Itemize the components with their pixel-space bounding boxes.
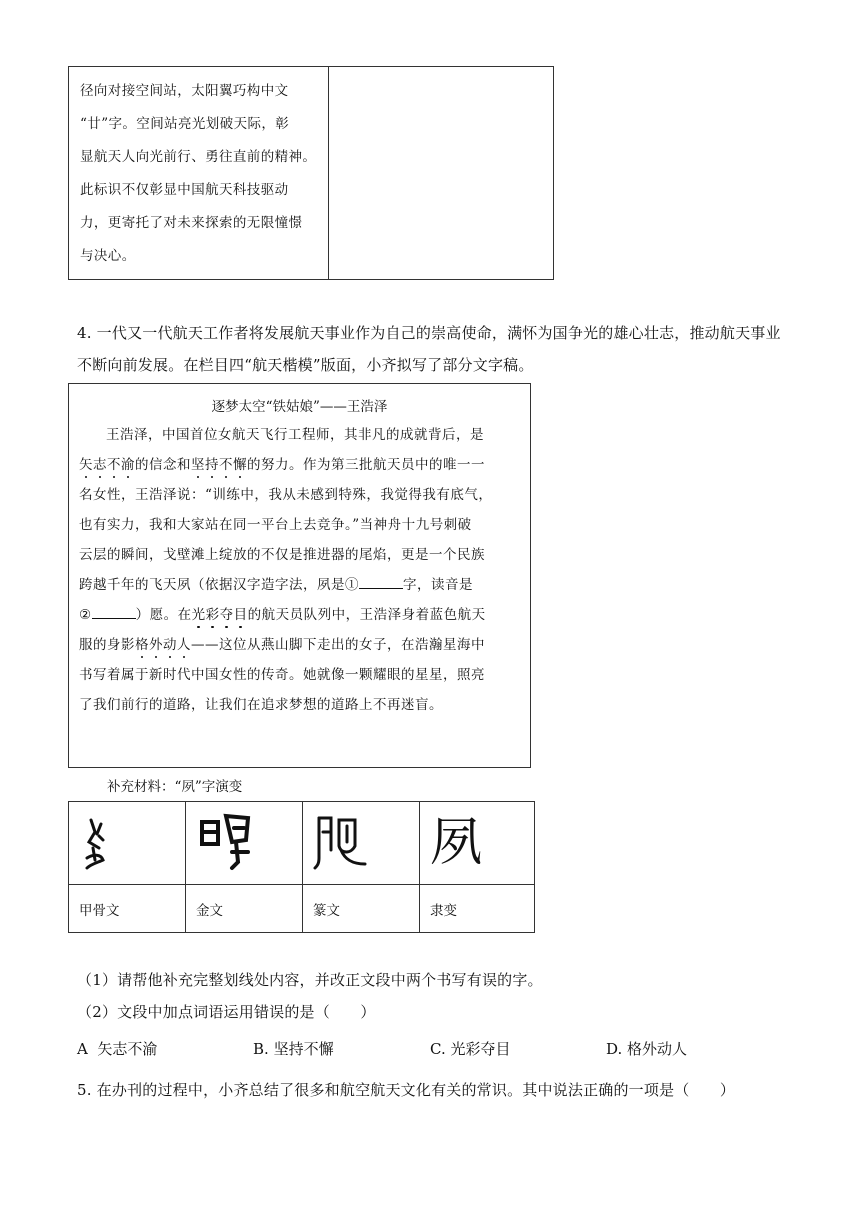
label-bronze: 金文 <box>186 885 303 933</box>
passage-text: 字，读音是 <box>403 577 473 593</box>
bronze-glyph-cell <box>186 802 303 885</box>
question-5: 5. 在办刊的过程中，小齐总结了很多和航空航天文化有关的常识。其中说法正确的一项是（ ） <box>77 1081 736 1099</box>
passage-title: 逐梦太空“铁姑娘”——王浩泽 <box>211 399 388 415</box>
table-line: 此标识不仅彰显中国航天科技驱动 <box>80 182 289 198</box>
option-letter: A <box>77 1040 88 1058</box>
passage-text: 的信念和 <box>135 457 191 473</box>
passage-text: ② <box>79 607 92 623</box>
passage-text: 跨越千年的飞天夙（依据汉字造字法，夙是① <box>79 577 359 593</box>
table-line: 径向对接空间站，太阳翼巧构中文 <box>80 83 289 99</box>
option-letter: D. <box>606 1040 623 1058</box>
table-line: 力，更寄托了对未来探索的无限憧憬 <box>80 215 303 231</box>
passage-line: 书写着属于新时代中国女性的传奇。她就像一颗耀眼的星星，照亮 <box>79 667 485 683</box>
passage-text: ）愿。在 <box>135 607 192 623</box>
option-text: 坚持不懈 <box>273 1040 334 1058</box>
dotted-word-d: 格外动人 <box>135 637 191 653</box>
oracle-bone-glyph-icon <box>69 802 185 880</box>
character-evolution-table <box>68 801 535 933</box>
question-4-line-1: 4. 一代又一代航天工作者将发展航天事业作为自己的崇高使命，满怀为国争光的雄心壮志，推动航天事业 <box>77 324 781 342</box>
empty-answer-cell <box>329 67 553 279</box>
passage-line <box>79 450 520 480</box>
label-seal: 篆文 <box>303 885 420 933</box>
option-d[interactable] <box>606 1038 687 1059</box>
passage-line: 也有实力，我和大家站在同一平台上去竞争。”当神舟十九号刺破 <box>79 517 472 533</box>
seal-glyph-cell <box>303 802 420 885</box>
passage-line <box>79 570 520 600</box>
passage-text: 的航天员队列中，王浩泽身着蓝色航天 <box>247 607 486 623</box>
label-oracle-bone: 甲骨文 <box>69 885 186 933</box>
passage-text: 的努力。作为第三批航天员中的唯一一 <box>247 457 485 473</box>
question-4-line-2: 不断向前发展。在栏目四“航天楷模”版面，小齐拟写了部分文字稿。 <box>77 356 534 374</box>
passage-text: ——这位从燕山脚下走出的女子，在浩瀚星海中 <box>191 637 485 653</box>
clerical-glyph: 夙 <box>430 813 483 873</box>
option-text: 光彩夺目 <box>450 1040 511 1058</box>
seal-glyph-icon <box>303 802 419 880</box>
passage-text: 服的身影 <box>79 637 135 653</box>
logo-description-table <box>68 66 554 280</box>
table-line: “廿”字。空间站亮光划破天际，彰 <box>80 116 290 132</box>
table-line: 显航天人向光前行、勇往直前的精神。 <box>80 149 317 165</box>
option-letter: C. <box>430 1040 446 1058</box>
passage-line: 云层的瞬间，戈壁滩上绽放的不仅是推进器的尾焰，更是一个民族 <box>79 547 485 563</box>
option-text: 格外动人 <box>627 1040 688 1058</box>
table-line: 与决心。 <box>80 248 136 264</box>
option-c[interactable] <box>430 1038 511 1059</box>
passage-line: 名女性，王浩泽说：“训练中，我从未感到特殊，我觉得我有底气， <box>79 487 493 503</box>
passage-line: 了我们前行的道路，让我们在追求梦想的道路上不再迷盲。 <box>79 697 443 713</box>
sub-question-2: （2）文段中加点词语运用错误的是（ ） <box>77 1003 376 1021</box>
option-b[interactable] <box>253 1038 334 1059</box>
oracle-bone-glyph-cell <box>69 802 186 885</box>
bronze-glyph-icon <box>186 802 302 880</box>
label-clerical: 隶变 <box>420 885 535 933</box>
passage-line: 王浩泽，中国首位女航天飞行工程师，其非凡的成就背后，是 <box>106 427 484 443</box>
option-text: 矢志不渝 <box>97 1040 158 1058</box>
dotted-word-b: 坚持不懈 <box>191 457 247 473</box>
passage-box <box>68 383 531 768</box>
passage-line <box>79 600 520 630</box>
dotted-word-c: 光彩夺目 <box>191 607 248 623</box>
passage-line <box>79 630 520 660</box>
option-letter: B. <box>253 1040 269 1058</box>
sub-question-1: （1）请帮他补充完整划线处内容，并改正文段中两个书写有误的字。 <box>77 971 543 989</box>
blank-1[interactable] <box>359 574 403 589</box>
clerical-glyph-cell <box>420 802 535 885</box>
blank-2[interactable] <box>92 604 136 619</box>
logo-description-cell <box>69 67 329 279</box>
dotted-word-a: 矢志不渝 <box>79 457 135 473</box>
option-a[interactable] <box>77 1038 157 1059</box>
supplement-label: 补充材料：“夙”字演变 <box>107 779 243 795</box>
